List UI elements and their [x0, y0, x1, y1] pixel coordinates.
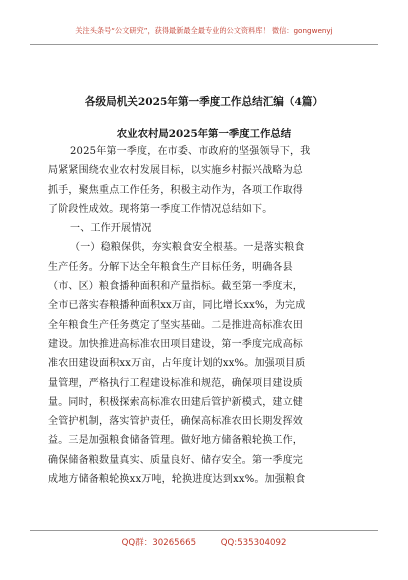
body-line: 全市已落实春粮播种面积xx万亩，同比增长xx%，为完成 — [48, 300, 306, 312]
header-divider — [30, 44, 378, 45]
body-line: 一、工作开展情况 — [70, 223, 152, 235]
body-line: 量。同时，积极探索高标准农田建后管护新模式，建立健 — [48, 396, 303, 408]
body-line: 建设。加快推进高标准农田项目建设，第一季度完成高标 — [48, 338, 303, 350]
footer-qq-number: QQ:535304092 — [220, 538, 287, 548]
document-title: 各级局机关2025年第一季度工作总结汇编（4篇） — [84, 96, 324, 108]
body-line: 确保储备粮数量真实、质量良好、储存安全。第一季度完 — [48, 454, 303, 466]
body-line: 抓手，聚焦重点工作任务，积极主动作为，各项工作取得 — [48, 184, 303, 196]
body-line: 了阶段性成效。现将第一季度工作情况总结如下。 — [48, 203, 273, 215]
body-line: 全年粮食生产任务奠定了坚实基础。二是推进高标准农田 — [48, 319, 303, 331]
header-promo-note: 关注头条号“公文研究”，获得最新最全最专业的公文资料库！ 微信：gongwenyj — [75, 26, 333, 35]
footer-qq-group: QQ群：30265665 — [121, 538, 197, 548]
body-line: 局紧紧围绕农业农村发展目标，以实施乡村振兴战略为总 — [48, 165, 303, 177]
section-title: 农业农村局2025年第一季度工作总结 — [116, 128, 292, 140]
body-line: 生产任务。分解下达全年粮食生产目标任务，明确各县 — [48, 261, 293, 273]
body-line: （一）稳粮保供，夯实粮食安全根基。一是落实粮食 — [70, 242, 305, 254]
body-line: 全管护机制，落实管护责任，确保高标准农田长期发挥效 — [48, 416, 303, 428]
body-line: （市、区）粮食播种面积和产量指标。截至第一季度末， — [48, 281, 303, 293]
body-line: 益。三是加强粮食储备管理。做好地方储备粮轮换工作， — [48, 435, 303, 447]
body-line: 量管理，严格执行工程建设标准和规范，确保项目建设质 — [48, 377, 303, 389]
body-line: 2025年第一季度，在市委、市政府的坚强领导下，我 — [70, 146, 311, 157]
document-body — [48, 142, 362, 489]
body-line: 成地方储备粮轮换xx万吨，轮换进度达到xx%。加强粮食 — [48, 474, 306, 486]
body-line: 准农田建设面积xx万亩，占年度计划的xx%。加强项目质 — [48, 358, 306, 370]
footer-divider — [30, 530, 378, 531]
footer-contact — [0, 536, 408, 548]
